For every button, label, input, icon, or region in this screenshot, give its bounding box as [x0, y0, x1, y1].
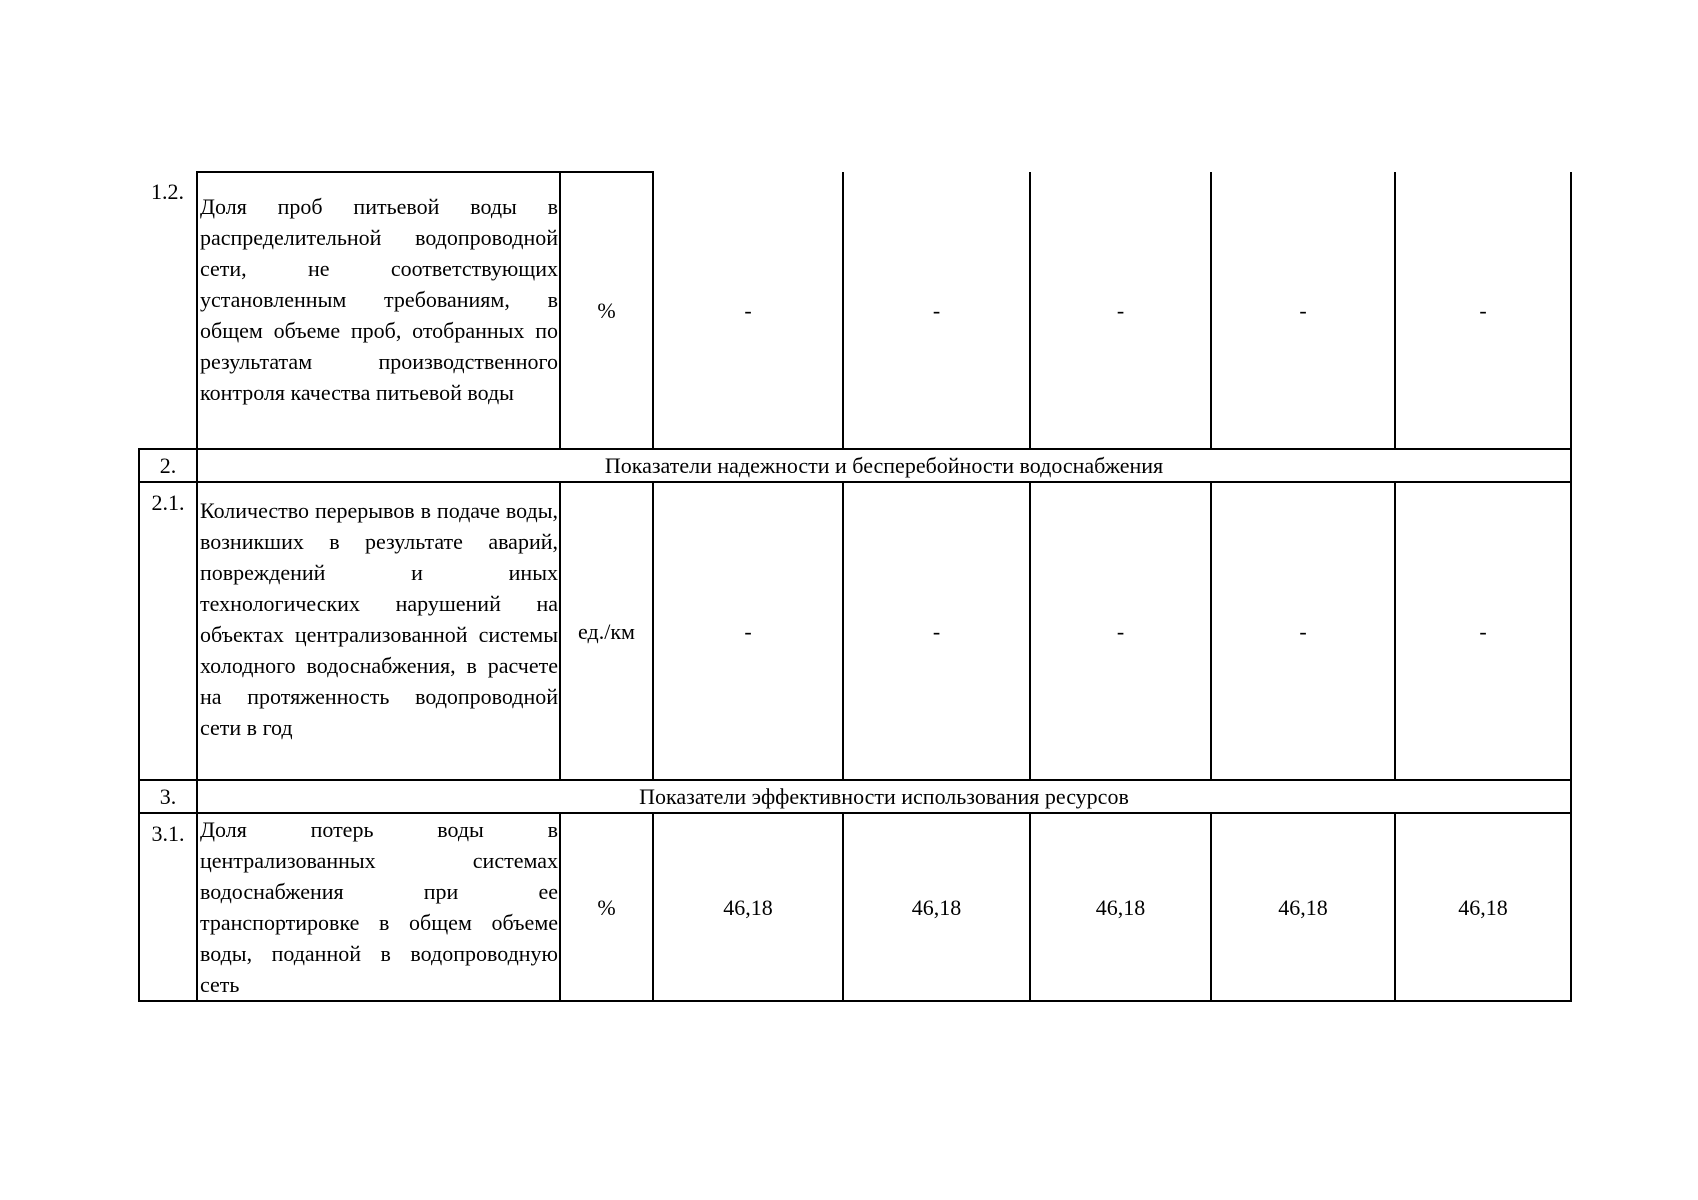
table-row [139, 482, 1571, 780]
unit-cell: % [560, 813, 653, 1001]
unit-cell: ед./км [560, 482, 653, 780]
indicator-description: Количество перерывов в подаче воды, возникших в результате аварий, повреждений и иных технологических нарушений на объектах централизованной системы холодного водоснабжения, в расчете на протяженность водопроводной сети в год [197, 482, 560, 780]
value-cell: - [653, 482, 843, 780]
value-cell: - [843, 172, 1030, 449]
value-cell: - [1211, 172, 1395, 449]
value-cell: - [1211, 482, 1395, 780]
table-row [139, 813, 1571, 1001]
value-cell: 46,18 [843, 813, 1030, 1001]
section-title: Показатели надежности и бесперебойности водоснабжения [197, 449, 1571, 482]
value-cell: - [1395, 172, 1571, 449]
section-number: 3. [139, 780, 197, 813]
value-cell: 46,18 [653, 813, 843, 1001]
value-cell: - [1030, 482, 1211, 780]
row-number: 3.1. [139, 813, 197, 1001]
section-title: Показатели эффективности использования ресурсов [197, 780, 1571, 813]
value-cell: - [1395, 482, 1571, 780]
value-cell: - [1030, 172, 1211, 449]
section-row [139, 449, 1571, 482]
section-row [139, 780, 1571, 813]
section-number: 2. [139, 449, 197, 482]
row-number: 2.1. [139, 482, 197, 780]
value-cell: 46,18 [1211, 813, 1395, 1001]
row-number: 1.2. [139, 172, 197, 449]
indicator-description: Доля потерь воды в централизованных системах водоснабжения при ее транспортировке в общем объеме воды, поданной в водопроводную сеть [197, 813, 560, 1001]
indicators-table [138, 171, 1572, 1002]
value-cell: 46,18 [1030, 813, 1211, 1001]
value-cell: 46,18 [1395, 813, 1571, 1001]
indicator-description: Доля проб питьевой воды в распределительной водопроводной сети, не соответствующих установленным требованиям, в общем объеме проб, отобранных по результатам производственного контроля качества питьевой воды [197, 172, 560, 449]
value-cell: - [653, 172, 843, 449]
unit-cell: % [560, 172, 653, 449]
table-row [139, 172, 1571, 449]
value-cell: - [843, 482, 1030, 780]
